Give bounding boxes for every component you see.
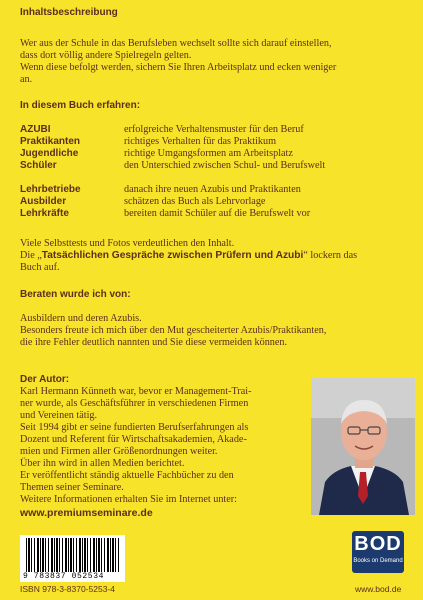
term-lehrbetriebe: Lehrbetriebe bbox=[20, 184, 81, 195]
tests-line-2 bbox=[20, 250, 357, 262]
author-line-8: Er veröffentlicht ständig aktuelle Fachbücher zu den bbox=[20, 470, 234, 481]
author-line-3: und Vereinen tätig. bbox=[20, 410, 98, 421]
tests-post: “ lockern das bbox=[303, 250, 358, 261]
publisher-tagline: Books on Demand bbox=[353, 558, 403, 564]
desc-azubi: erfolgreiche Verhaltensmuster für den Beruf bbox=[124, 124, 304, 135]
desc-schueler: den Unterschied zwischen Schul- und Berufswelt bbox=[124, 160, 326, 171]
isbn-text: ISBN 978-3-8370-5253-4 bbox=[20, 584, 115, 594]
publisher-logo-text: BOD bbox=[354, 533, 402, 555]
intro-line-2: dass dort völlig andere Spielregeln gelten. bbox=[20, 50, 192, 61]
desc-jugendliche: richtige Umgangsformen am Arbeitsplatz bbox=[124, 148, 293, 159]
tests-line-1: Viele Selbsttests und Fotos verdeutlichen den Inhalt. bbox=[20, 238, 235, 249]
book-content-heading: In diesem Buch erfahren: bbox=[20, 100, 141, 111]
intro-line-3: Wenn diese befolgt werden, sichern Sie Ihren Arbeitsplatz und ecken weniger bbox=[20, 62, 337, 73]
author-line-9: Themen seiner Seminare. bbox=[20, 482, 124, 493]
tests-pre: Die „ bbox=[20, 250, 42, 261]
intro-line-1: Wer aus der Schule in das Berufsleben wechselt sollte sich darauf einstellen, bbox=[20, 38, 332, 49]
publisher-logo bbox=[352, 531, 404, 573]
term-praktikanten: Praktikanten bbox=[20, 136, 81, 147]
barcode-number: 9 783837 052534 bbox=[23, 572, 105, 581]
term-jugendliche: Jugendliche bbox=[20, 148, 79, 159]
author-line-7: Über ihn wird in allen Medien berichtet. bbox=[20, 458, 185, 469]
desc-lehrbetriebe: danach ihre neuen Azubis und Praktikanten bbox=[124, 184, 301, 195]
author-line-5: Dozent und Referent für Wirtschaftsakademien, Akade- bbox=[20, 434, 247, 445]
author-line-10: Weitere Informationen erhalten Sie im Internet unter: bbox=[20, 494, 237, 505]
author-line-4: Seit 1994 gibt er seine fundierten Berufserfahrungen als bbox=[20, 422, 249, 433]
author-photo bbox=[311, 378, 415, 515]
tests-line-3: Buch auf. bbox=[20, 262, 60, 273]
website-link[interactable]: www.premiumseminare.de bbox=[20, 507, 153, 519]
description-heading: Inhaltsbeschreibung bbox=[20, 7, 118, 18]
intro-line-4: an. bbox=[20, 74, 33, 85]
author-line-1: Karl Hermann Künneth war, bevor er Management-Trai- bbox=[20, 386, 252, 397]
term-lehrkraefte: Lehrkräfte bbox=[20, 208, 69, 219]
desc-lehrkraefte: bereiten damit Schüler auf die Berufswelt vor bbox=[124, 208, 311, 219]
barcode-bars bbox=[26, 538, 120, 572]
desc-praktikanten: richtiges Verhalten für das Praktikum bbox=[124, 136, 277, 147]
publisher-url[interactable]: www.bod.de bbox=[355, 584, 402, 594]
term-ausbilder: Ausbilder bbox=[20, 196, 67, 207]
author-line-6: mien und Firmen aller Größenordnungen weiter. bbox=[20, 446, 218, 457]
author-portrait-illustration bbox=[311, 378, 415, 515]
author-line-2: ner wurde, als Geschäftsführer in verschiedenen Firmen bbox=[20, 398, 249, 409]
term-schueler: Schüler bbox=[20, 160, 57, 171]
advised-line-1: Ausbildern und deren Azubis. bbox=[20, 313, 142, 324]
tests-highlight: Tatsächlichen Gespräche zwischen Prüfern und Azubi bbox=[41, 250, 304, 261]
advised-line-2: Besonders freute ich mich über den Mut gescheiterter Azubis/Praktikanten, bbox=[20, 325, 327, 336]
author-heading: Der Autor: bbox=[20, 374, 70, 385]
term-azubi: AZUBI bbox=[20, 124, 51, 135]
advised-heading: Beraten wurde ich von: bbox=[20, 289, 131, 300]
barcode bbox=[20, 535, 125, 582]
advised-line-3: die ihre Fehler deutlich nannten und Sie diese vermeiden können. bbox=[20, 337, 288, 348]
desc-ausbilder: schätzen das Buch als Lehrvorlage bbox=[124, 196, 266, 207]
